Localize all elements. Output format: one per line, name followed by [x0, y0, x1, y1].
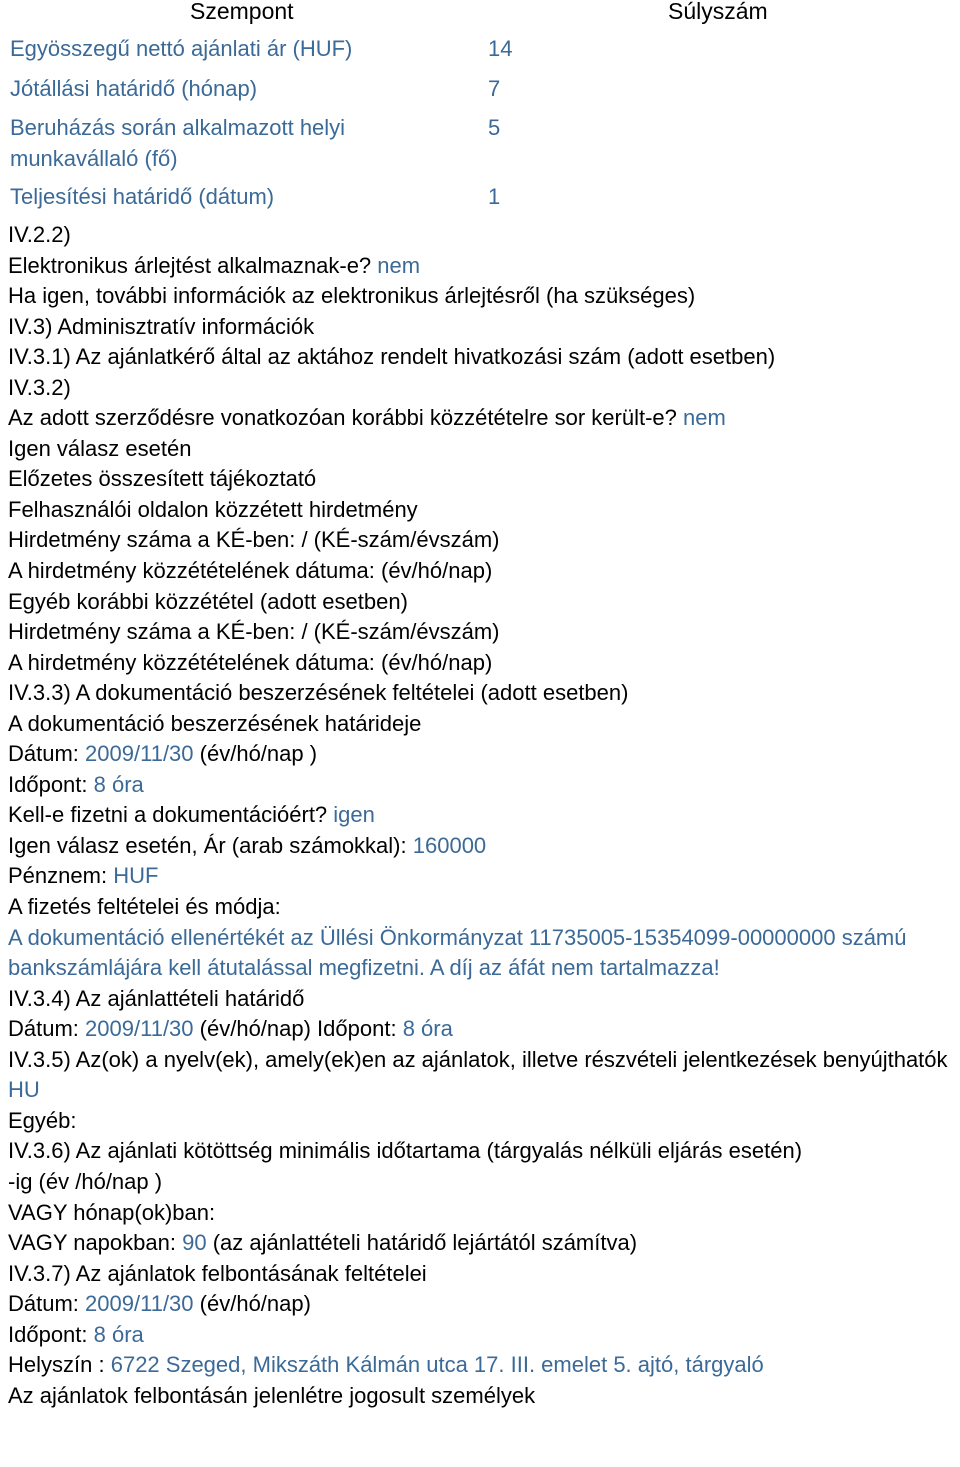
- text-line: A hirdetmény közzétételének dátuma: (év/hó/nap): [8, 558, 493, 584]
- criterion-name: Egyösszegű nettó ajánlati ár (HUF): [10, 36, 353, 61]
- section-heading: IV.3.2): [8, 374, 71, 400]
- text-line: Az ajánlatok felbontásán jelenlétre jogosult személyek: [8, 1382, 536, 1408]
- prior-publication-question: Az adott szerződésre vonatkozóan korábbi közzétételre sor került-e? nem: [8, 405, 726, 431]
- section-heading: IV.3.3) A dokumentáció beszerzésének feltételei (adott esetben): [8, 680, 629, 706]
- text-line: Hirdetmény száma a KÉ-ben: / (KÉ-szám/évszám): [8, 527, 500, 553]
- section-heading: IV.2.2): [8, 222, 71, 247]
- doc-price: Igen válasz esetén, Ár (arab számokkal): 160000: [8, 832, 487, 858]
- text-line: Felhasználói oldalon közzétett hirdetmény: [8, 496, 418, 522]
- section-heading: IV.3.1) Az ajánlatkérő által az aktához rendelt hivatkozási szám (adott esetben): [8, 344, 776, 370]
- section-heading: IV.3.7) Az ajánlatok felbontásának feltételei: [8, 1260, 427, 1286]
- criterion-weight: 5: [488, 115, 501, 140]
- doc-deadline-time: Időpont: 8 óra: [8, 771, 144, 797]
- criterion-name: Jótállási határidő (hónap): [10, 76, 258, 101]
- text-line: Ha igen, további információk az elektronikus árlejtésről (ha szükséges): [8, 283, 696, 309]
- text-line: VAGY hónap(ok)ban:: [8, 1199, 216, 1225]
- e-auction-question: Elektronikus árlejtést alkalmaznak-e? nem: [8, 252, 421, 278]
- section-heading: IV.3.6) Az ajánlati kötöttség minimális időtartama (tárgyalás nélküli eljárás esetén): [8, 1138, 803, 1164]
- section-heading: IV.3.5) Az(ok) a nyelv(ek), amely(ek)en az ajánlatok, illetve részvételi jelentkezések benyújthatók: [8, 1046, 948, 1072]
- text-line: A fizetés feltételei és módja:: [8, 894, 281, 920]
- criterion-column-header: Szempont: [190, 0, 294, 24]
- opening-date: Dátum: 2009/11/30 (év/hó/nap): [8, 1291, 311, 1317]
- section-heading: IV.3.4) Az ajánlattételi határidő: [8, 985, 305, 1011]
- doc-deadline-date: Dátum: 2009/11/30 (év/hó/nap ): [8, 741, 318, 767]
- section-heading: IV.3) Adminisztratív információk: [8, 313, 315, 339]
- text-line: Egyéb korábbi közzététel (adott esetben): [8, 588, 408, 614]
- criterion-weight: 7: [488, 76, 501, 101]
- text-line: A hirdetmény közzétételének dátuma: (év/hó/nap): [8, 649, 493, 675]
- opening-time: Időpont: 8 óra: [8, 1321, 144, 1347]
- criterion-name: Beruházás során alkalmazott helyi munkavállaló (fő): [10, 115, 346, 171]
- language-value: HU: [8, 1077, 40, 1103]
- text-line: Igen válasz esetén: [8, 435, 192, 461]
- text-line: A dokumentáció beszerzésének határideje: [8, 710, 422, 736]
- opening-location: Helyszín : 6722 Szeged, Mikszáth Kálmán utca 17. III. emelet 5. ajtó, tárgyaló: [8, 1352, 764, 1378]
- text-line: Előzetes összesített tájékoztató: [8, 466, 317, 492]
- text-line: Egyéb:: [8, 1107, 77, 1133]
- text-line: -ig (év /hó/nap ): [8, 1168, 163, 1194]
- criterion-weight: 1: [488, 184, 501, 209]
- payment-terms: A dokumentáció ellenértékét az Üllési Önkormányzat 11735005-15354099-00000000 számú bankszámlájára kell átutalással megfizetni. A díj az áfát nem tartalmazza!: [8, 924, 907, 981]
- text-line: Hirdetmény száma a KÉ-ben: / (KÉ-szám/évszám): [8, 619, 500, 645]
- e-auction-answer: nem: [377, 252, 421, 278]
- submission-deadline: Dátum: 2009/11/30 (év/hó/nap) Időpont: 8 óra: [8, 1016, 453, 1042]
- weight-column-header: Súlyszám: [668, 0, 768, 24]
- prior-publication-answer: nem: [683, 405, 726, 431]
- binding-days: VAGY napokban: 90 (az ajánlattételi határidő lejártától számítva): [8, 1230, 638, 1256]
- doc-payment-required: Kell-e fizetni a dokumentációért? igen: [8, 802, 375, 828]
- criterion-name: Teljesítési határidő (dátum): [10, 184, 275, 209]
- criterion-weight: 14: [488, 36, 513, 61]
- doc-currency: Pénznem: HUF: [8, 863, 159, 889]
- notice-body: [8, 220, 958, 1411]
